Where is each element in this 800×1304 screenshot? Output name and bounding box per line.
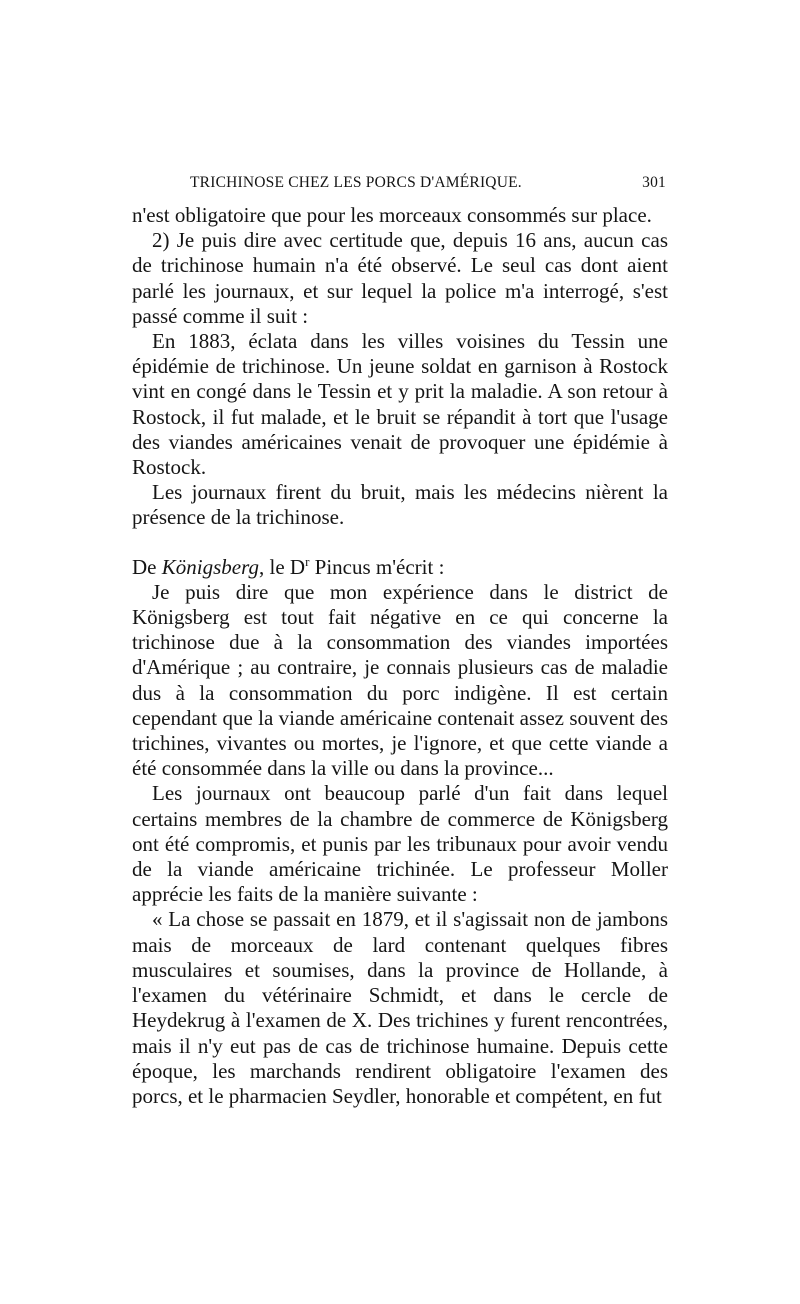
paragraph-3: En 1883, éclata dans les villes voisines du Tessin une épidémie de trichinose. Un jeune soldat en garnison à Rostock vint en congé dans le Tessin et y prit la maladie. A son retour à Rostock, il fut malade, et le bruit se répandit à tort que l'usage des viandes américaines venait de provoquer une épidémie à Rostock. bbox=[132, 329, 668, 480]
page-number: 301 bbox=[642, 174, 666, 191]
intro-middle: , le D bbox=[258, 554, 306, 579]
paragraph-1: n'est obligatoire que pour les morceaux consommés sur place. bbox=[132, 203, 652, 227]
running-header bbox=[132, 170, 668, 200]
paragraph-4: Les journaux firent du bruit, mais les médecins nièrent la présence de la trichinose. bbox=[132, 480, 668, 530]
place-name: Königsberg bbox=[161, 554, 259, 579]
section-intro-konigsberg bbox=[132, 555, 668, 580]
body-text bbox=[132, 203, 668, 1109]
paragraph-7: Les journaux ont beaucoup parlé d'un fait dans lequel certains membres de la chambre de commerce de Königsberg ont été compromis, et punis par les tribunaux pour avoir vendu de la viande américaine trichinée. Le professeur Moller apprécie les faits de la manière suivante : bbox=[132, 781, 668, 907]
intro-prefix: De bbox=[132, 554, 162, 579]
paragraph-8: « La chose se passait en 1879, et il s'agissait non de jambons mais de morceaux de lard contenant quelques fibres musculaires et soumises, dans la province de Hollande, à l'examen du vétérinaire Schmidt, et dans le cercle de Heydekrug à l'examen de X. Des trichines y furent rencontrées, mais il n'y eut pas de cas de trichinose humaine. Depuis cette époque, les marchands rendirent obligatoire l'examen des porcs, et le pharmacien Seydler, honorable et compétent, en fut bbox=[132, 907, 668, 1108]
paragraph-2: 2) Je puis dire avec certitude que, depuis 16 ans, aucun cas de trichinose humain n'a été observé. Le seul cas dont aient parlé les journaux, et sur lequel la police m'a interrogé, s'est passé comme il suit : bbox=[132, 228, 668, 328]
paragraph-6: Je puis dire que mon expérience dans le district de Königsberg est tout fait négative en ce qui concerne la trichinose due à la consommation des viandes importées d'Amérique ; au contraire, je connais plusieurs cas de maladie dus à la consommation du porc indigène. Il est certain cependant que la viande américaine contenait assez souvent des trichines, vivantes ou mortes, je l'ignore, et que cette viande a été consommée dans la ville ou dans la province... bbox=[132, 579, 668, 781]
book-page bbox=[132, 170, 668, 1109]
doctor-abbrev-sup: r bbox=[305, 553, 310, 569]
running-title: TRICHINOSE CHEZ LES PORCS D'AMÉRIQUE. bbox=[190, 174, 522, 191]
intro-suffix: Pincus m'écrit : bbox=[309, 554, 445, 579]
